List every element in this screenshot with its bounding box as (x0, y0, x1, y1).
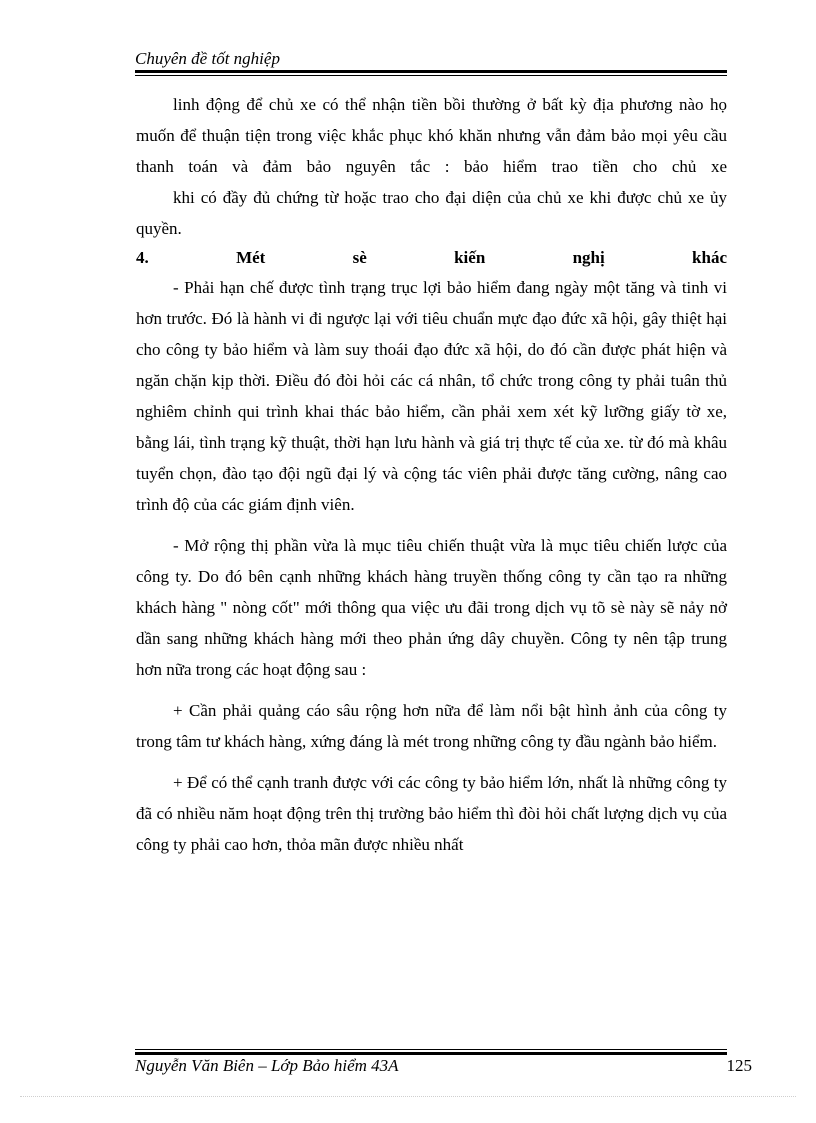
footer-author: Nguyễn Văn Biên – Lớp Bảo hiểm 43A (135, 1056, 399, 1075)
body-text (136, 89, 727, 860)
paragraph-market-share: - Mở rộng thị phần vừa là mục tiêu chiến thuật vừa là mục tiêu chiến lược của công ty. Do đó bên cạnh những khách hàng truyền thống công ty cần tạo ra những khách hàng " nòng cốt" mới thông qua việc ưu đãi trong dịch vụ tõ sè này sẽ nảy nở dần sang những khách hàng mới theo phản ứng dây chuyền. Công ty nên tập trung hơn nữa trong các hoạt động sau : (136, 536, 727, 679)
page-edge-divider (20, 1096, 796, 1097)
paragraph-competition: + Để có thể cạnh tranh được với các công ty bảo hiểm lớn, nhất là những công ty đã có nhiều năm hoạt động trên thị trường bảo hiểm thì đòi hỏi chất lượng dịch vụ của công ty phải cao hơn, thỏa mãn được nhiều nhất (136, 773, 727, 854)
header-rule-thin (135, 75, 727, 76)
footer-rule-thin (135, 1049, 727, 1050)
paragraph-advertising: + Cần phải quảng cáo sâu rộng hơn nữa để làm nổi bật hình ảnh của công ty trong tâm tư khách hàng, xứng đáng là mét trong những công ty đầu ngành bảo hiểm. (136, 701, 727, 751)
footer-rule-thick (135, 1052, 727, 1055)
page-header-title: Chuyên đề tốt nghiệp (135, 49, 280, 68)
paragraph-authorization: khi có đầy đủ chứng từ hoặc trao cho đại diện của chủ xe khi được chủ xe ủy quyền. (136, 188, 727, 238)
paragraph-fraud-prevention: - Phải hạn chế được tình trạng trục lợi bảo hiểm đang ngày một tăng và tinh vi hơn trước. Đó là hành vi đi ngược lại với tiêu chuẩn mực đạo đức xã hội, gây thiệt hại cho công ty bảo hiểm và làm suy thoái đạo đức xã hội, do đó cần được phát hiện và ngăn chặn kịp thời. Điều đó đòi hỏi các cá nhân, tổ chức trong công ty phải tuân thủ nghiêm chỉnh qui trình khai thác bảo hiểm, cần phải xem xét kỹ lưỡng giấy tờ xe, bằng lái, tình trạng kỹ thuật, thời hạn lưu hành và giá trị thực tế của xe. từ đó mà khâu tuyển chọn, đào tạo đội ngũ đại lý và cộng tác viên phải được tăng cường, nâng cao trình độ của các giám định viên. (136, 278, 727, 514)
header-rule-thick (135, 70, 727, 73)
section-heading: 4. Mét sè kiến nghị khác (136, 248, 727, 267)
paragraph-continuation: linh động để chủ xe có thể nhận tiền bồi thường ở bất kỳ địa phương nào họ muốn để thuận tiện trong việc khắc phục khó khăn nhưng vẫn đảm bảo mọi yêu cầu thanh toán và đảm bảo nguyên tắc : bảo hiểm trao tiền cho chủ xe (136, 95, 727, 176)
page-number: 125 (726, 1056, 752, 1075)
